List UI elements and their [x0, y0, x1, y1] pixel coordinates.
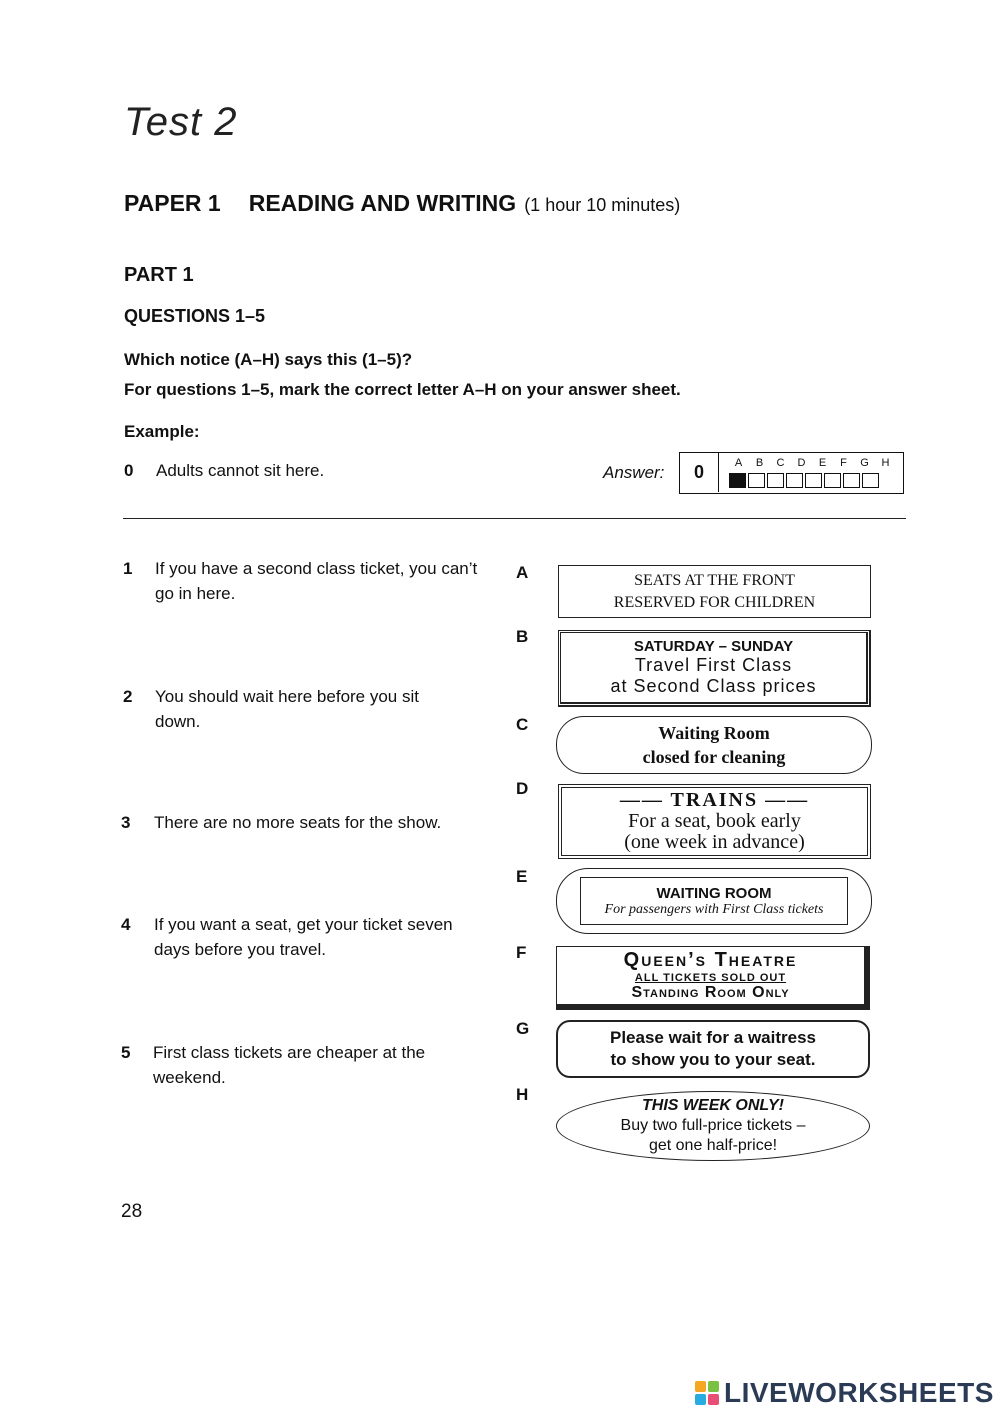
- notice-line: Buy two full-price tickets –: [620, 1117, 806, 1134]
- notice-letter: C: [516, 715, 529, 734]
- answer-checkbox-marked: [729, 473, 746, 488]
- logo-tile: [695, 1394, 706, 1405]
- liveworksheets-logo: [695, 1377, 994, 1409]
- notice-inner-frame: [580, 877, 848, 925]
- answer-checkbox: [748, 473, 765, 488]
- test-title: Test 2: [124, 100, 238, 144]
- logo-text: LIVEWORKSHEETS: [724, 1377, 994, 1408]
- divider: [123, 518, 906, 519]
- part-heading: PART 1: [124, 264, 194, 286]
- notice-f: [556, 946, 870, 1010]
- question-number: 3: [121, 813, 131, 832]
- answer-boxes: [729, 473, 881, 488]
- paper-heading: [124, 190, 680, 217]
- answer-letter: D: [797, 457, 806, 469]
- notice-c: [556, 716, 872, 774]
- notice-a: [558, 565, 871, 618]
- answer-checkbox: [786, 473, 803, 488]
- notice-line: Standing Room Only: [631, 984, 790, 1001]
- question-text: If you want a seat, get your ticket seven days before you travel.: [154, 915, 453, 959]
- notice-line: Waiting Room: [658, 723, 770, 743]
- logo-tile: [708, 1381, 719, 1392]
- paper-label: PAPER 1: [124, 190, 221, 216]
- notice-d: [558, 784, 871, 859]
- answer-letter: E: [818, 457, 827, 469]
- notice-line: SATURDAY – SUNDAY: [633, 638, 794, 655]
- instruction-line-1: Which notice (A–H) says this (1–5)?: [124, 350, 413, 369]
- notice-line: SEATS AT THE FRONT: [634, 571, 795, 589]
- answer-number: 0: [680, 453, 719, 492]
- logo-tile: [708, 1394, 719, 1405]
- answer-letter: B: [755, 457, 764, 469]
- notice-letter: E: [516, 867, 528, 886]
- answer-letter: G: [860, 457, 869, 469]
- notice-g: [556, 1020, 870, 1078]
- notice-letter: A: [516, 563, 529, 582]
- notice-line: —— TRAINS ——: [619, 789, 810, 811]
- notice-letter: B: [516, 627, 529, 646]
- notice-line: WAITING ROOM: [656, 884, 772, 902]
- answer-letter: F: [840, 457, 847, 469]
- question-text: There are no more seats for the show.: [154, 813, 442, 832]
- notice-line: get one half-price!: [648, 1137, 778, 1154]
- notice-letter: H: [516, 1085, 529, 1104]
- questions-heading: QUESTIONS 1–5: [124, 306, 266, 326]
- example-label: Example:: [124, 422, 200, 441]
- notice-line: For passengers with First Class tickets: [604, 901, 824, 917]
- example-number: 0: [124, 461, 134, 480]
- notice-line: THIS WEEK ONLY!: [642, 1097, 784, 1114]
- example-answer-box: [679, 452, 904, 494]
- paper-name: READING AND WRITING: [248, 190, 517, 216]
- notice-e: [556, 868, 872, 934]
- answer-checkbox: [843, 473, 860, 488]
- question-number: 5: [121, 1043, 131, 1062]
- paper-duration: (1 hour 10 minutes): [524, 195, 681, 215]
- question-number: 2: [123, 687, 133, 706]
- answer-label: Answer:: [603, 463, 665, 482]
- notice-line: to show you to your seat.: [610, 1050, 816, 1069]
- logo-tile: [695, 1381, 706, 1392]
- notice-line: Queen’s Theatre: [623, 949, 798, 971]
- notice-letter: D: [516, 779, 529, 798]
- instruction-line-2: For questions 1–5, mark the correct letter A–H on your answer sheet.: [124, 380, 681, 399]
- notice-b: [558, 630, 871, 707]
- notice-letter: F: [516, 943, 527, 962]
- notice-line: ALL TICKETS SOLD OUT: [634, 972, 787, 984]
- notice-line: at Second Class prices: [610, 676, 817, 696]
- notice-line: closed for cleaning: [642, 747, 786, 767]
- notice-h: [556, 1091, 870, 1161]
- logo-mark-icon: [695, 1381, 719, 1405]
- example-text: Adults cannot sit here.: [156, 461, 325, 480]
- question-text: You should wait here before you sit down.: [155, 687, 419, 731]
- answer-letter: H: [881, 457, 890, 469]
- notice-line: For a seat, book early: [628, 810, 801, 832]
- answer-letter: A: [734, 457, 743, 469]
- question-number: 1: [123, 559, 133, 578]
- notice-line: Travel First Class: [634, 655, 793, 675]
- answer-checkbox: [805, 473, 822, 488]
- answer-checkbox: [824, 473, 841, 488]
- question-text: If you have a second class ticket, you can’t go in here.: [155, 559, 478, 603]
- notice-line: RESERVED FOR CHILDREN: [613, 593, 816, 611]
- answer-letter: C: [776, 457, 785, 469]
- question-number: 4: [121, 915, 131, 934]
- answer-checkbox: [862, 473, 879, 488]
- notice-line: Please wait for a waitress: [610, 1028, 816, 1047]
- page-number: 28: [121, 1201, 143, 1222]
- notice-line: (one week in advance): [624, 831, 805, 853]
- answer-letters: [728, 457, 896, 469]
- answer-checkbox: [767, 473, 784, 488]
- question-text: First class tickets are cheaper at the weekend.: [153, 1043, 426, 1087]
- notice-letter: G: [516, 1019, 530, 1038]
